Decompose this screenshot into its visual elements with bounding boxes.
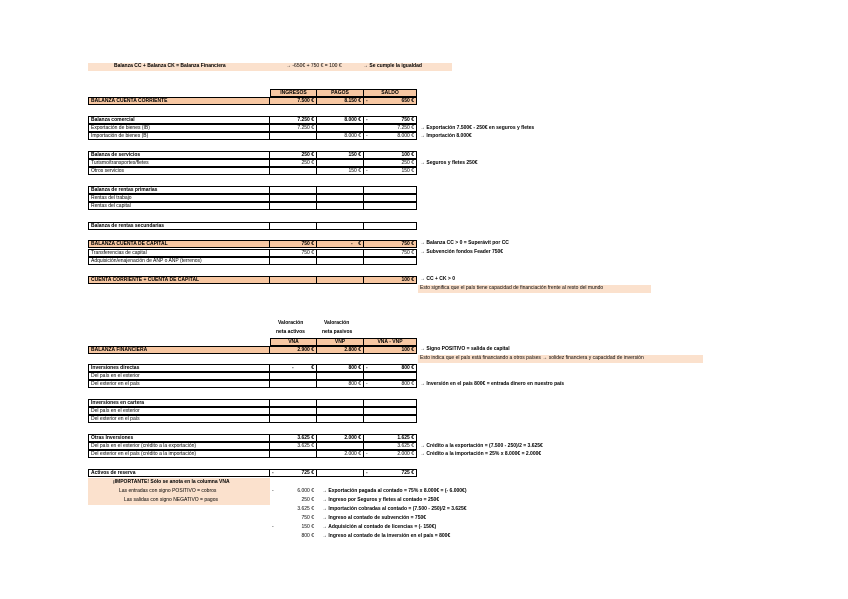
note-signo: → Signo POSITIVO = salida de capital bbox=[420, 346, 510, 352]
fin-header-net2: neta pasivos bbox=[322, 329, 353, 335]
equation-calc: → -650€ + 750 € = 100 € bbox=[286, 63, 342, 69]
financial-header-row bbox=[88, 338, 417, 346]
financial-account-row: BALANZA FINANCIERA 2.900 € 2.800 € 100 € bbox=[88, 346, 417, 354]
otros-servicios-row: Otros servicios 150 € - 150 € bbox=[88, 167, 417, 175]
header-pagos: PAGOS bbox=[317, 89, 364, 97]
note-capital: → Balanza CC > 0 = Superávit por CC bbox=[420, 240, 509, 246]
reserve-item-value: 250 € bbox=[301, 497, 314, 503]
otras-ext-row: Del país en el exterior (crédito a la exportación) 3.625 € 3.625 € bbox=[88, 442, 417, 450]
export-row: Exportación de bienes (IB) 7.250 € 7.250 € bbox=[88, 124, 417, 132]
cartera-ext-row: Del país en el exterior bbox=[88, 407, 417, 415]
transfer-row: Transferencias de capital 750 € 750 € bbox=[88, 249, 417, 257]
important-note: ¡IMPORTANTE! Sólo se anota en la columna VNA bbox=[113, 479, 230, 485]
note-credito-exp: → Crédito a la exportación = (7.500 - 250)/2 = 3.625€ bbox=[420, 443, 543, 449]
cartera-row: Inversiones en cartera bbox=[88, 399, 417, 407]
rentas-trabajo-row: Rentas del trabajo bbox=[88, 194, 417, 202]
negative-note: Las salidas con signo NEGATIVO = pagos bbox=[124, 497, 218, 503]
reserve-item-value: 6.000 € bbox=[297, 488, 314, 494]
adquisicion-row: Adquisición/enajenación de ANP o ANP (terrenos) bbox=[88, 257, 417, 265]
otras-inversiones-row: Otras Inversiones 3.625 € 2.000 € 1.625 € bbox=[88, 434, 417, 442]
fin-header-net1: neta activos bbox=[276, 329, 305, 335]
reserve-item-text: → Ingreso al contado de la inversión en el país = 800€ bbox=[322, 533, 451, 539]
reserve-item-sign: - bbox=[272, 488, 274, 494]
reserve-item-value: 150 € bbox=[301, 524, 314, 530]
note-credito-imp: → Crédito a la importación = 25% x 8.000€ = 2.000€ bbox=[420, 451, 542, 457]
rentas-secundarias-row: Balanza de rentas secundarias bbox=[88, 222, 417, 230]
reserve-item-value: 800 € bbox=[301, 533, 314, 539]
reserve-item-value: 3.625 € bbox=[297, 506, 314, 512]
current-header-row bbox=[88, 89, 417, 97]
note-ccck-desc: Esto significa que el país tiene capacidad de financiación frente al resto del mundo bbox=[418, 285, 651, 293]
current-account-row: BALANZA CUENTA CORRIENTE 7.500 € 8.150 € - 650 € bbox=[88, 97, 417, 105]
equation-text: Balanza CC + Balanza CK = Balanza Financiera bbox=[114, 63, 226, 69]
note-import: → Importación 8.000€ bbox=[420, 133, 472, 139]
servicios-row: Balanza de servicios 250 € 150 € 100 € bbox=[88, 151, 417, 159]
header-vna-vnp: VNA - VNP bbox=[364, 338, 417, 346]
reserve-item-text: → Adquisición al contado de licencias = (- 150€) bbox=[322, 524, 437, 530]
header-saldo: SALDO bbox=[364, 89, 417, 97]
note-feader: → Subvención fondos Feader 750€ bbox=[420, 249, 504, 255]
reserve-item-text: → Exportación pagada al contado = 75% x 8.000€ = (- 6.000€) bbox=[322, 488, 467, 494]
cartera-pais-row: Del exterior en el país bbox=[88, 415, 417, 423]
directas-row: Inversiones directas - € 800 € - 800 € bbox=[88, 364, 417, 372]
comercial-row: Balanza comercial 7.250 € 8.000 € - 750 € bbox=[88, 116, 417, 124]
note-export: → Exportación 7.500€ - 250€ en seguros y fletes bbox=[420, 125, 535, 131]
fin-header-val1: Valoración bbox=[278, 320, 304, 326]
equation-result: → Se cumple la igualdad bbox=[363, 63, 422, 69]
note-signo-desc: Esto indica que el país está financiando a otros países → solidez financiera y capacidad de inversión bbox=[418, 355, 703, 363]
directas-ext-row: Del país en el exterior bbox=[88, 372, 417, 380]
directas-pais-row: Del exterior en el país 800 € - 800 € bbox=[88, 380, 417, 388]
note-ccck: → CC + CK > 0 bbox=[420, 276, 456, 282]
import-row: Importación de bienes (B) 8.000 € - 8.000 € bbox=[88, 132, 417, 140]
rentas-primarias-row: Balanza de rentas primarias bbox=[88, 186, 417, 194]
reserva-row: Activos de reserva - 725 € - 725 € bbox=[88, 469, 417, 477]
otras-pais-row: Del exterior en el país (crédito a la importación) 2.000 € - 2.000 € bbox=[88, 450, 417, 458]
capital-account-row: BALANZA CUENTA DE CAPITAL 750 € - € 750 € bbox=[88, 240, 417, 248]
reserve-item-text: → Importación cobradas al contado = (7.500 - 250)/2 = 3.625€ bbox=[322, 506, 467, 512]
cc-ck-total-row: CUENTA CORRIENTE + CUENTA DE CAPITAL 100 € bbox=[88, 276, 417, 284]
reserve-item-value: 750 € bbox=[301, 515, 314, 521]
reserve-item-sign: - bbox=[272, 524, 274, 530]
note-inversion: → Inversión en el país 800€ = entrada dinero en nuestro país bbox=[420, 381, 565, 387]
header-vnp: VNP bbox=[317, 338, 364, 346]
positive-note: Las entradas con signo POSITIVO = cobros bbox=[119, 488, 217, 494]
reserve-item-text: → Ingreso al contado de subvención = 750€ bbox=[322, 515, 427, 521]
fin-header-val2: Valoración bbox=[324, 320, 350, 326]
note-seguros: → Seguros y fletes 250€ bbox=[420, 160, 478, 166]
header-ingresos: INGRESOS bbox=[270, 89, 317, 97]
turismo-row: Turismo/transportes/fletes 250 € 250 € bbox=[88, 159, 417, 167]
reserve-item-text: → Ingreso por Seguros y fletes al contado = 250€ bbox=[322, 497, 440, 503]
rentas-capital-row: Rentas del capital bbox=[88, 202, 417, 210]
header-vna: VNA bbox=[270, 338, 317, 346]
